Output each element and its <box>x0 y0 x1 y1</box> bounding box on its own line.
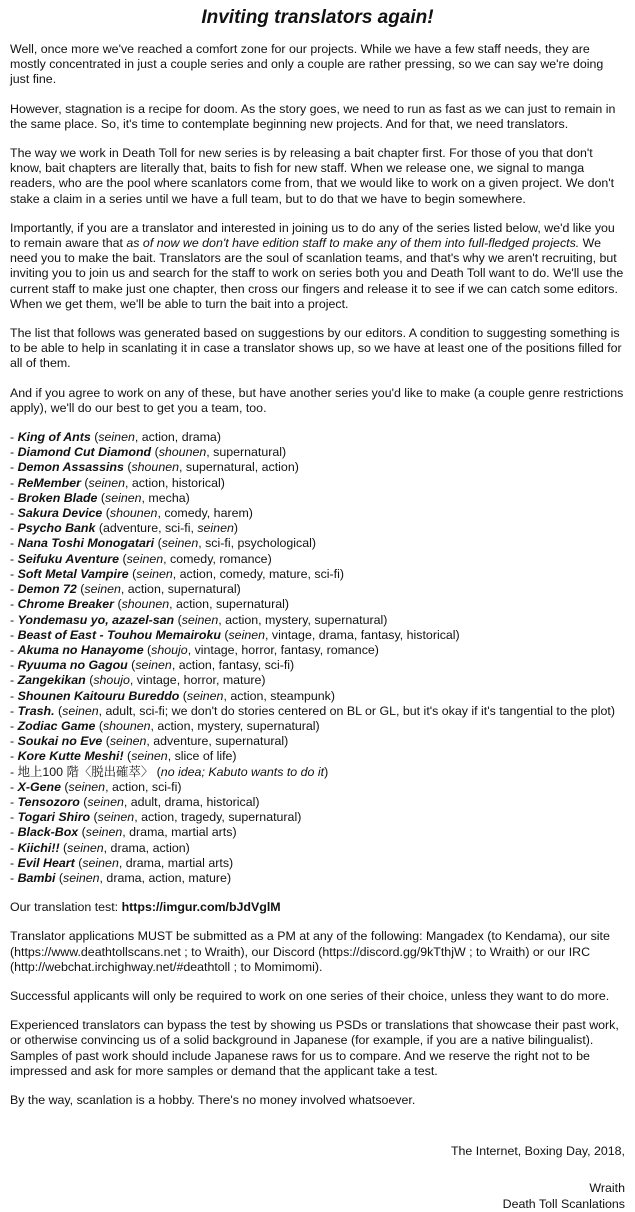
series-name: Sakura Device <box>17 506 103 521</box>
series-tags: , action, supernatural) <box>120 582 241 597</box>
series-name: Togari Shiro <box>17 810 91 825</box>
series-tags: , supernatural, action) <box>179 460 299 475</box>
series-list-item: - Demon 72 (seinen, action, supernatural) <box>10 582 241 597</box>
series-tags: , slice of life) <box>167 749 237 764</box>
series-demographic: shounen <box>158 445 207 460</box>
series-demographic: shounen <box>102 718 151 733</box>
series-tags: , supernatural) <box>206 445 287 460</box>
series-demographic: seinen <box>84 582 121 597</box>
series-name: Chrome Breaker <box>17 597 114 612</box>
series-name: Ryuuma no Gagou <box>17 658 128 673</box>
series-list-item: - Seifuku Aventure (seinen, comedy, romance) <box>10 551 272 566</box>
series-demographic: shoujo <box>93 673 130 688</box>
series-demographic: seinen <box>97 810 135 825</box>
intro-paragraph-3: The way we work in Death Toll for new series is by releasing a bait chapter first. For those of you that don't know, bait chapters are literally that, baits to fish for new staff. When we release one, we signal to manga readers, who are the pool where scanlators come from, that we would like to work on a given project. We don't stake a claim in a series until we have a full team, but to do that we have to begin somewhere. <box>10 146 615 206</box>
series-name: Trash. <box>17 703 55 718</box>
series-list-item: - Akuma no Hanayome (shoujo, vintage, horror, fantasy, romance) <box>10 642 379 657</box>
series-demographic: seinen <box>85 825 123 840</box>
series-tags: , adult, sci-fi; we don't do stories centered on BL or GL, but it's okay if it's tangential to the plot) <box>98 703 615 718</box>
series-list-item: - Yondemasu yo, azazel-san (seinen, action, mystery, supernatural) <box>10 612 388 627</box>
series-demographic: seinen <box>87 794 124 809</box>
series-demographic: seinen <box>228 627 265 642</box>
important-text-before: Importantly, if you are a translator and interested in joining us to do any of the series listed below, we'd like you to remain aware that <box>10 220 615 251</box>
series-demographic: seinen <box>68 779 106 794</box>
series-list-item: - Kore Kutte Meshi! (seinen, slice of life) <box>10 749 237 764</box>
series-demographic: seinen <box>131 749 168 764</box>
series-demographic: shounen <box>121 597 170 612</box>
series-demographic: seinen <box>109 734 147 749</box>
series-name: Zangekikan <box>17 673 86 688</box>
outro-paragraph-4: By the way, scanlation is a hobby. There's no money involved whatsoever. <box>10 1092 416 1107</box>
series-tags: , drama, action) <box>103 840 190 855</box>
intro-paragraph-2: However, stagnation is a recipe for doom. As the story goes, we need to run as fast as we can just to remain in the same place. So, it's time to contemplate beginning new projects. And for that, we need translators. <box>10 101 616 131</box>
series-name: X-Gene <box>17 779 61 794</box>
series-name: Soukai no Eve <box>17 734 103 749</box>
series-name: ReMember <box>17 475 81 490</box>
series-list-item: - King of Ants (seinen, action, drama) <box>10 430 221 445</box>
series-tags: , action, tragedy, supernatural) <box>134 810 302 825</box>
series-list <box>10 430 625 886</box>
series-tags: , drama, action, mature) <box>99 870 232 885</box>
series-name: Demon Assassins <box>17 460 124 475</box>
series-demographic: shounen <box>131 460 179 475</box>
series-demographic: seinen <box>186 688 224 703</box>
series-name: Zodiac Game <box>17 718 96 733</box>
series-list-item: - Kiichi!! (seinen, drama, action) <box>10 840 190 855</box>
series-demographic: seinen <box>62 703 99 718</box>
series-list-item: - Zodiac Game (shounen, action, mystery, supernatural) <box>10 718 320 733</box>
series-demographic: seinen <box>105 490 142 505</box>
translation-test-link[interactable]: https://imgur.com/bJdVglM <box>121 900 281 915</box>
outro-paragraph-3: Experienced translators can bypass the test by showing us PSDs or translations that showcase their past work, or otherwise convincing us of a solid background in Japanese (for example, if you are a native bilingualist). Samples of past work should include Japanese raws for us to compare. And we reserve the right not to be impressed and ask for more samples or demand that the applicant take a test. <box>10 1018 619 1078</box>
signature-author: Wraith <box>589 1181 625 1196</box>
series-name: Beast of East - Touhou Memairoku <box>17 627 221 642</box>
series-demographic: seinen <box>88 475 126 490</box>
intro-paragraph-1: Well, once more we've reached a comfort zone for our projects. While we have a few staff needs, they are mostly concentrated in just a couple series and only a couple are rather pressing, so we can say we're doing just fine. <box>10 42 604 87</box>
series-list-item: - 地上100 階〈脱出確萃〉 (no idea; Kabuto wants to do it) <box>10 764 329 779</box>
series-list-item: - Togari Shiro (seinen, action, tragedy, supernatural) <box>10 810 302 825</box>
series-demographic: seinen <box>82 855 119 870</box>
series-list-item: - Psycho Bank (adventure, sci-fi, seinen) <box>10 521 238 536</box>
series-tags: , action, fantasy, sci-fi) <box>171 658 295 673</box>
series-name: Akuma no Hanayome <box>17 642 144 657</box>
series-tags: , adult, drama, historical) <box>123 794 260 809</box>
list-intro-paragraph-2: And if you agree to work on any of these, but have another series you'd like to make (a couple genre restrictions apply), we'll do our best to get you a team, too. <box>10 385 624 415</box>
series-name: Tensozoro <box>17 794 80 809</box>
series-name: King of Ants <box>17 430 91 445</box>
series-tags: , action, mystery, supernatural) <box>150 718 320 733</box>
series-list-item: - X-Gene (seinen, action, sci-fi) <box>10 779 182 794</box>
series-name: Black-Box <box>17 825 79 840</box>
series-tags: adventure, sci-fi, <box>102 521 198 536</box>
signature-dateline: The Internet, Boxing Day, 2018, <box>450 1144 625 1159</box>
series-name: Soft Metal Vampire <box>17 566 129 581</box>
series-tags: , action, comedy, mature, sci-fi) <box>172 566 344 581</box>
series-name: Evil Heart <box>17 855 75 870</box>
series-demographic: seinen <box>181 612 219 627</box>
series-demographic: seinen <box>126 551 164 566</box>
series-name: Diamond Cut Diamond <box>17 445 152 460</box>
series-name: Nana Toshi Monogatari <box>17 536 155 551</box>
series-name: Yondemasu yo, azazel-san <box>17 612 175 627</box>
series-list-item: - Bambi (seinen, drama, action, mature) <box>10 870 232 885</box>
series-demographic: shoujo <box>151 642 188 657</box>
series-list-item: - Soukai no Eve (seinen, adventure, supernatural) <box>10 734 289 749</box>
series-tags: , mecha) <box>141 490 190 505</box>
series-list-item: - Trash. (seinen, adult, sci-fi; we don't do stories centered on BL or GL, but it's okay if it's tangential to the plot) <box>10 703 615 718</box>
series-demographic: seinen <box>98 430 135 445</box>
series-name: Seifuku Aventure <box>17 551 120 566</box>
series-tags: , action, mystery, supernatural) <box>218 612 388 627</box>
series-list-item: - ReMember (seinen, action, historical) <box>10 475 225 490</box>
series-list-item: - Broken Blade (seinen, mecha) <box>10 490 190 505</box>
series-demographic: seinen <box>136 566 173 581</box>
series-demographic: seinen <box>67 840 104 855</box>
series-list-item: - Evil Heart (seinen, drama, martial arts) <box>10 855 234 870</box>
series-tags: , action, sci-fi) <box>105 779 182 794</box>
series-tail: ) <box>233 521 238 536</box>
outro-paragraph-2: Successful applicants will only be required to work on one series of their choice, unless they want to do more. <box>10 988 610 1003</box>
series-name: 地上100 階〈脱出確萃〉 <box>17 764 154 779</box>
series-name: Bambi <box>17 870 56 885</box>
series-demographic: seinen <box>161 536 199 551</box>
series-tags: , comedy, harem) <box>157 506 253 521</box>
series-list-item: - Demon Assassins (shounen, supernatural, action) <box>10 460 299 475</box>
important-text-after: We need you to make the bait. Translators are the soul of scanlation teams, and that's why we aren't recruiting, but inviting you to join us and search for the staff to work on series both you and Death Toll want to do. We'll use the current staff to make just one chapter, then cross our fingers and release it to see if we can catch some editors. When we get them, we'll be able to turn the bait into a project. <box>10 236 624 311</box>
list-intro-paragraph-1: The list that follows was generated based on suggestions by our editors. A condition to suggesting something is to be able to help in scanlating it in case a translator shows up, so we have at least one of the positions filled for all of them. <box>10 326 622 371</box>
series-demographic: shounen <box>109 506 158 521</box>
series-tags: , vintage, horror, mature) <box>129 673 266 688</box>
series-list-item: - Diamond Cut Diamond (shounen, supernatural) <box>10 445 287 460</box>
series-list-item: - Ryuuma no Gagou (seinen, action, fantasy, sci-fi) <box>10 658 295 673</box>
series-list-item: - Black-Box (seinen, drama, martial arts) <box>10 825 237 840</box>
series-list-item: - Tensozoro (seinen, adult, drama, historical) <box>10 794 260 809</box>
outro-paragraph-1: Translator applications MUST be submitted as a PM at any of the following: Mangadex (to Kendama), our site (https://www.deathtollscans.net ; to Wraith), our Discord (https://discord.gg/9kTthjW ; to Wraith) or our IRC (http://webchat.irchighway.net/#deathtoll ; to Momimomi). <box>10 929 610 974</box>
important-emphasis: as of now we don't have edition staff to make any of them into full-fledged projects. <box>126 236 580 251</box>
series-tags: , action, supernatural) <box>169 597 289 612</box>
series-demographic: seinen <box>197 521 234 536</box>
series-tags: , action, historical) <box>125 475 225 490</box>
series-name: Broken Blade <box>17 490 98 505</box>
series-demographic: seinen <box>63 870 100 885</box>
series-name: Demon 72 <box>17 582 77 597</box>
series-list-item: - Sakura Device (shounen, comedy, harem) <box>10 506 253 521</box>
series-tags: , comedy, romance) <box>163 551 272 566</box>
series-list-item: - Chrome Breaker (shounen, action, supernatural) <box>10 597 289 612</box>
series-tags: , drama, martial arts) <box>118 855 234 870</box>
translation-test-line <box>10 900 625 915</box>
series-list-item: - Shounen Kaitouru Bureddo (seinen, action, steampunk) <box>10 688 336 703</box>
translation-test-label: Our translation test: <box>10 900 122 915</box>
series-list-item: - Zangekikan (shoujo, vintage, horror, mature) <box>10 673 266 688</box>
series-name: Psycho Bank <box>17 521 96 536</box>
series-tags: , vintage, horror, fantasy, romance) <box>187 642 379 657</box>
series-tags: , action, steampunk) <box>223 688 336 703</box>
series-list-item: - Soft Metal Vampire (seinen, action, comedy, mature, sci-fi) <box>10 566 344 581</box>
series-tags: , drama, martial arts) <box>122 825 237 840</box>
series-tags: , adventure, supernatural) <box>146 734 289 749</box>
series-tags: , action, drama) <box>134 430 221 445</box>
series-list-item: - Nana Toshi Monogatari (seinen, sci-fi, psychological) <box>10 536 316 551</box>
series-tags: , vintage, drama, fantasy, historical) <box>265 627 460 642</box>
important-paragraph <box>10 221 625 312</box>
series-name: Kore Kutte Meshi! <box>17 749 124 764</box>
series-name: Kiichi!! <box>17 840 60 855</box>
series-demographic: seinen <box>135 658 172 673</box>
series-note: no idea; Kabuto wants to do it <box>160 764 325 779</box>
series-name: Shounen Kaitouru Bureddo <box>17 688 180 703</box>
signature-group: Death Toll Scanlations <box>502 1196 625 1211</box>
series-tags: , sci-fi, psychological) <box>198 536 316 551</box>
page-title: Inviting translators again! <box>201 7 434 28</box>
series-list-item: - Beast of East - Touhou Memairoku (seinen, vintage, drama, fantasy, historical) <box>10 627 460 642</box>
